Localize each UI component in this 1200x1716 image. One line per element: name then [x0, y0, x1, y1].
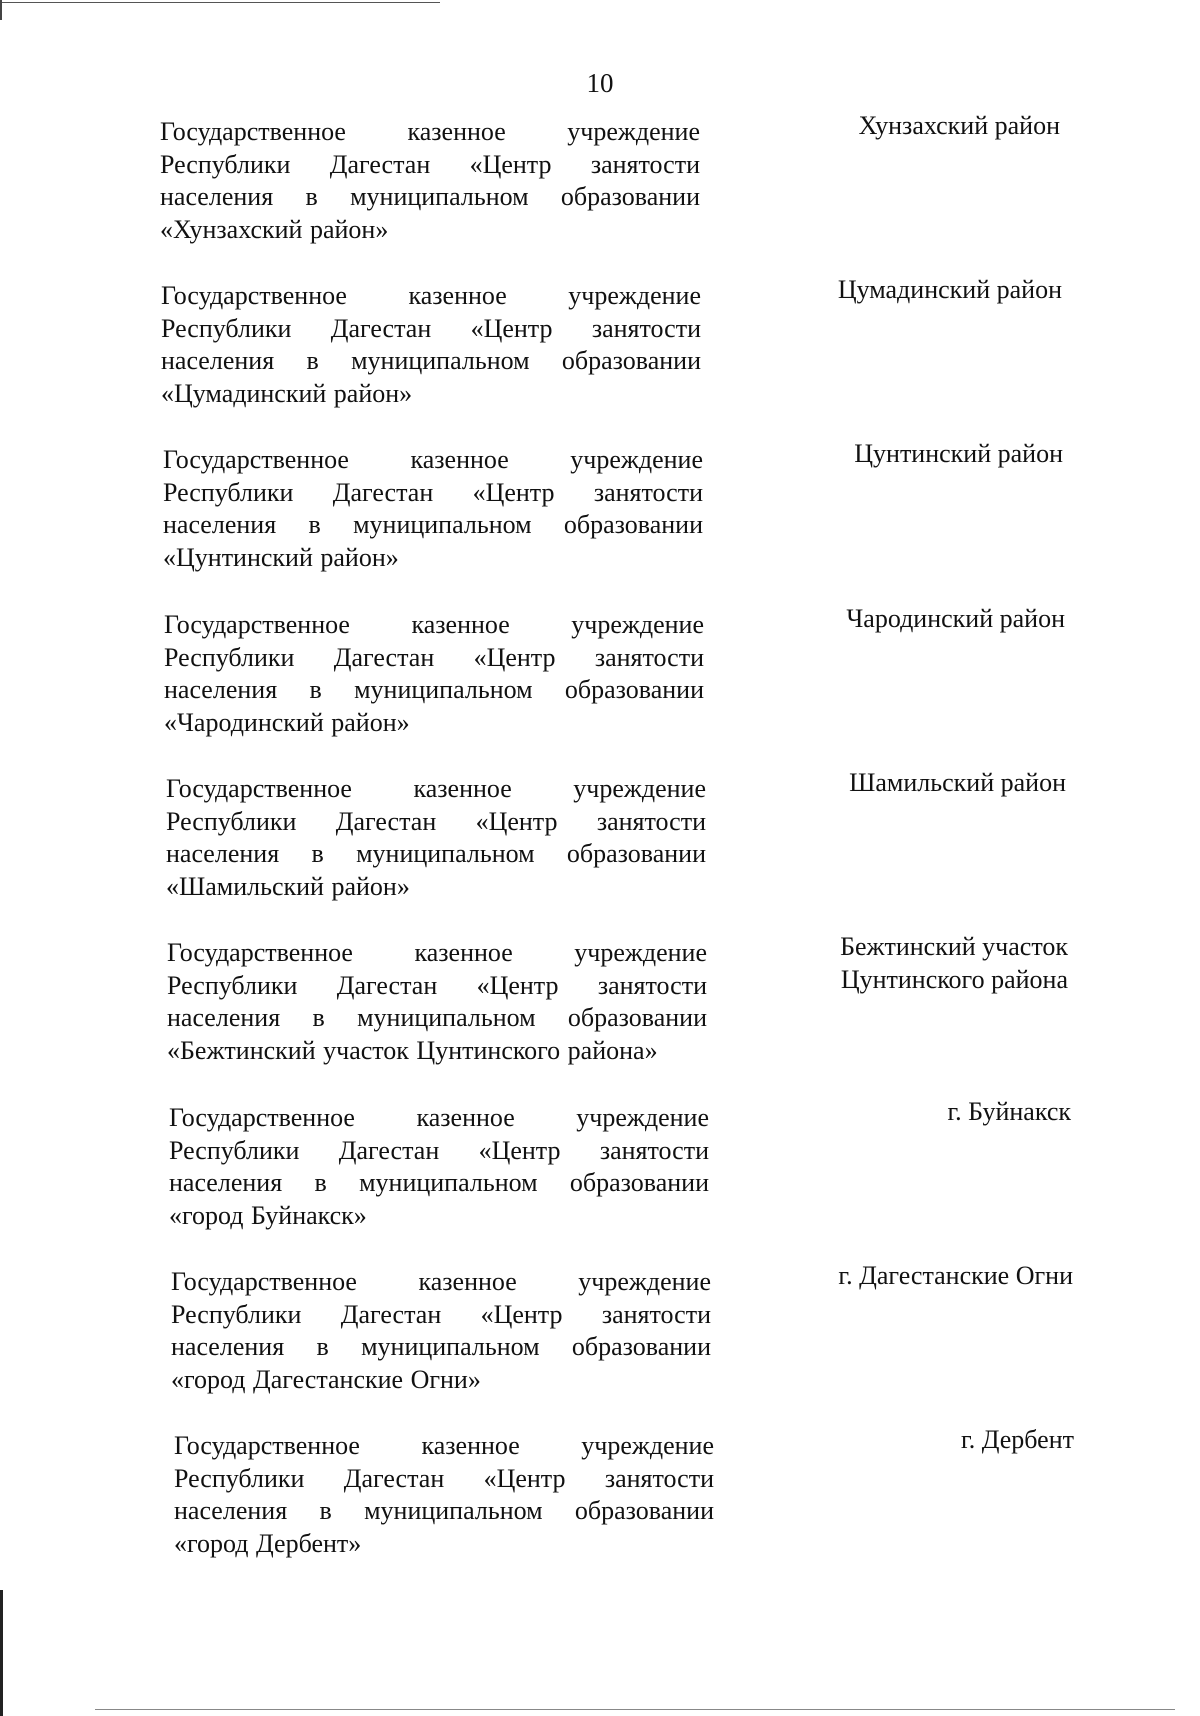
institution-name: Государственное казенное учреждение Республики Дагестан «Центр занятости населения в муниципальном образовании «Чародинский район»	[164, 610, 704, 737]
territory-name: г. Дагестанские Огни	[838, 1261, 1073, 1290]
territory-name: Цумадинский район	[837, 275, 1062, 304]
territory-name: Бежтинский участок Цунтинского района	[840, 932, 1068, 994]
territory-name: Шамильский район	[849, 768, 1066, 797]
entry-row	[0, 439, 1200, 584]
institution-name: Государственное казенное учреждение Республики Дагестан «Центр занятости населения в муниципальном образовании «Цунтинский район»	[163, 445, 703, 572]
institution-name: Государственное казенное учреждение Республики Дагестан «Центр занятости населения в муниципальном образовании «город Буйнакск»	[169, 1103, 709, 1230]
scan-artifact-top-line	[0, 2, 440, 3]
entry-row	[0, 1097, 1200, 1242]
institution-name: Государственное казенное учреждение Республики Дагестан «Центр занятости населения в муниципальном образовании «город Дагестанские Огни»	[171, 1267, 711, 1394]
entry-row	[0, 932, 1200, 1077]
territory-name: г. Дербент	[960, 1425, 1074, 1454]
scan-artifact-left-edge	[0, 1590, 3, 1716]
entry-row	[0, 275, 1200, 420]
territory-name: Хунзахский район	[858, 111, 1060, 140]
entry-row	[0, 768, 1200, 913]
entry-row	[0, 1261, 1200, 1406]
institution-name: Государственное казенное учреждение Республики Дагестан «Центр занятости населения в муниципальном образовании «Хунзахский район»	[160, 117, 700, 244]
institution-name: Государственное казенное учреждение Республики Дагестан «Центр занятости населения в муниципальном образовании «Шамильский район»	[166, 774, 706, 901]
entry-row	[0, 111, 1200, 256]
entry-row	[0, 1425, 1200, 1570]
institution-name: Государственное казенное учреждение Республики Дагестан «Центр занятости населения в муниципальном образовании «Бежтинский участок Цунтинского района»	[167, 938, 707, 1065]
entry-row	[0, 604, 1200, 749]
page-number: 10	[586, 68, 614, 98]
institution-name: Государственное казенное учреждение Республики Дагестан «Центр занятости населения в муниципальном образовании «город Дербент»	[174, 1431, 714, 1558]
scan-artifact-left-edge-top	[0, 0, 2, 20]
territory-name: Чародинский район	[846, 604, 1065, 633]
territory-name: Цунтинский район	[854, 439, 1063, 468]
scan-artifact-bottom-line	[95, 1709, 1175, 1710]
territory-name: г. Буйнакск	[947, 1097, 1071, 1126]
institution-name: Государственное казенное учреждение Республики Дагестан «Центр занятости населения в муниципальном образовании «Цумадинский район»	[161, 281, 701, 408]
